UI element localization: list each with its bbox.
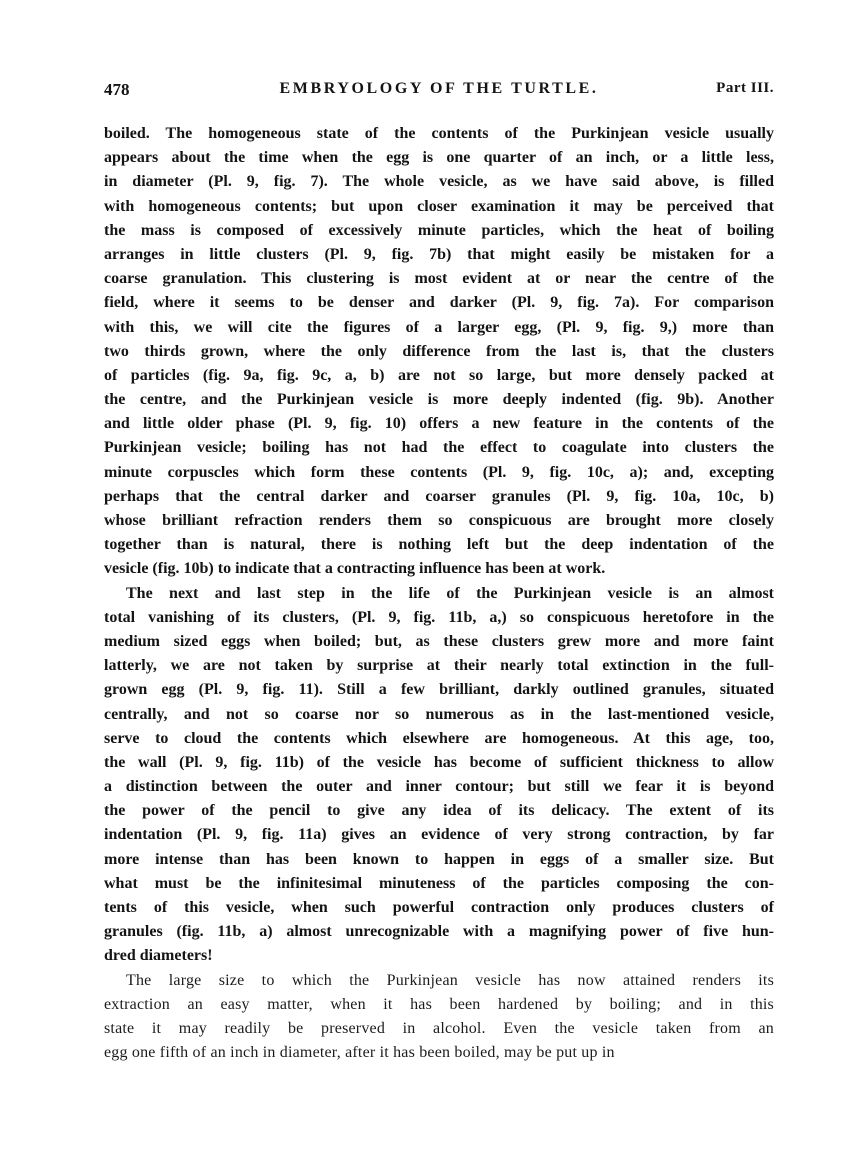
text-line: medium sized eggs when boiled; but, as these clusters grew more and more faint (104, 632, 774, 650)
text-line: The large size to which the Purkinjean vesicle has now attained renders its (126, 971, 774, 989)
paragraph (104, 122, 774, 582)
text-line: appears about the time when the egg is one quarter of an inch, or a little less, (104, 149, 774, 167)
text-line: in diameter (Pl. 9, fig. 7). The whole vesicle, as we have said above, is filled (104, 173, 774, 191)
text-line: serve to cloud the contents which elsewhere are homogeneous. At this age, too, (104, 729, 774, 747)
text-line: dred diameters! (104, 947, 213, 965)
text-line: extraction an easy matter, when it has been hardened by boiling; and in this (104, 995, 774, 1013)
running-title: EMBRYOLOGY OF THE TURTLE. (279, 80, 599, 97)
part-label: Part III. (716, 80, 774, 96)
text-line: minute corpuscles which form these contents (Pl. 9, fig. 10c, a); and, excepting (104, 463, 774, 481)
text-line: total vanishing of its clusters, (Pl. 9, fig. 11b, a,) so conspicuous heretofore in the (104, 608, 774, 626)
text-line: arranges in little clusters (Pl. 9, fig. 7b) that might easily be mistaken for a (104, 245, 774, 263)
text-line: field, where it seems to be denser and darker (Pl. 9, fig. 7a). For comparison (104, 294, 774, 312)
text-line: a distinction between the outer and inner contour; but still we fear it is beyond (104, 778, 774, 796)
text-line: with this, we will cite the figures of a larger egg, (Pl. 9, fig. 9,) more than (104, 318, 774, 336)
paragraph (104, 582, 774, 969)
text-line: with homogeneous contents; but upon closer examination it may be perceived that (104, 197, 774, 215)
text-line: whose brilliant refraction renders them so conspicuous are brought more closely (104, 512, 774, 529)
text-line: and little older phase (Pl. 9, fig. 10) offers a new feature in the contents of the (104, 415, 774, 433)
text-line: grown egg (Pl. 9, fig. 11). Still a few brilliant, darkly outlined granules, situated (104, 681, 774, 699)
paragraph (104, 969, 774, 1066)
text-line: egg one fifth of an inch in diameter, after it has been boiled, may be put up in (104, 1044, 615, 1062)
text-line: latterly, we are not taken by surprise at their nearly total extinction in the full- (104, 657, 774, 675)
text-line: centrally, and not so coarse nor so numerous as in the last-mentioned vesicle, (104, 705, 774, 723)
text-line: The next and last step in the life of the Purkinjean vesicle is an almost (126, 584, 774, 602)
text-line: together than is natural, there is nothing left but the deep indentation of the (104, 536, 774, 554)
text-line: boiled. The homogeneous state of the contents of the Purkinjean vesicle usually (104, 125, 774, 142)
body-text (104, 122, 774, 1065)
text-line: indentation (Pl. 9, fig. 11a) gives an evidence of very strong contraction, by far (104, 826, 774, 844)
text-line: tents of this vesicle, when such powerful contraction only produces clusters of (104, 899, 774, 916)
running-head (104, 80, 774, 104)
text-line: the mass is composed of excessively minute particles, which the heat of boiling (104, 221, 774, 239)
page-number: 478 (104, 80, 130, 99)
text-line: granules (fig. 11b, a) almost unrecognizable with a magnifying power of five hun- (104, 923, 774, 941)
text-line: vesicle (fig. 10b) to indicate that a contracting influence has been at work. (104, 560, 606, 578)
text-line: of particles (fig. 9a, fig. 9c, a, b) are not so large, but more densely packed at (104, 366, 774, 384)
text-line: the power of the pencil to give any idea of its delicacy. The extent of its (104, 802, 774, 820)
text-line: Purkinjean vesicle; boiling has not had the effect to coagulate into clusters the (104, 439, 774, 457)
text-line: what must be the infinitesimal minuteness of the particles composing the con- (104, 874, 774, 892)
text-line: the wall (Pl. 9, fig. 11b) of the vesicle has become of sufficient thickness to allow (104, 753, 774, 771)
text-line: more intense than has been known to happen in eggs of a smaller size. But (104, 850, 774, 868)
text-line: state it may readily be preserved in alcohol. Even the vesicle taken from an (104, 1019, 774, 1037)
text-line: two thirds grown, where the only difference from the last is, that the clusters (104, 342, 774, 360)
text-line: the centre, and the Purkinjean vesicle is more deeply indented (fig. 9b). Another (104, 391, 774, 409)
text-line: coarse granulation. This clustering is most evident at or near the centre of the (104, 270, 774, 288)
text-line: perhaps that the central darker and coarser granules (Pl. 9, fig. 10a, 10c, b) (104, 487, 774, 505)
